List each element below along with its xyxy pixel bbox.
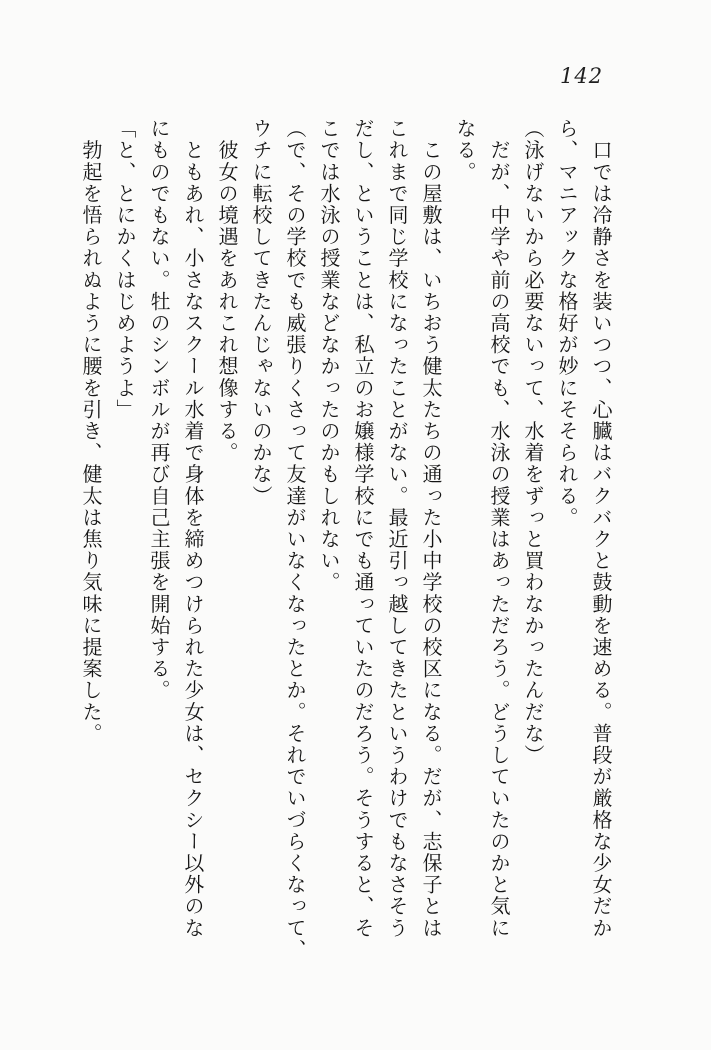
text-line: 口では冷静さを装いつつ、心臓はバクバクと鼓動を速める。普段が厳格な少女だか bbox=[589, 118, 611, 939]
text-line: 「と、とにかくはじめようよ」 bbox=[113, 118, 135, 421]
text-line: なる。 bbox=[453, 118, 475, 183]
text-line: 彼女の境遇をあれこれ想像する。 bbox=[215, 118, 237, 464]
page-number: 142 bbox=[560, 64, 604, 88]
text-line: だが、中学や前の高校でも、水泳の授業はあっただろう。どうしていたのかと気に bbox=[487, 118, 509, 939]
text-line: ともあれ、小さなスクール水着で身体を締めつけられた少女は、セクシー以外のな bbox=[181, 118, 203, 939]
text-block bbox=[73, 118, 617, 961]
text-line: （泳げないから必要ないって、水着をずっと買わなかったんだな） bbox=[521, 118, 543, 766]
text-line: （で、その学校でも威張りくさって友達がいなくなったとか。それでいづらくなって、 bbox=[283, 118, 305, 961]
text-line: ウチに転校してきたんじゃないのかな） bbox=[249, 118, 271, 507]
text-line: 勃起を悟られぬように腰を引き、健太は焦り気味に提案した。 bbox=[79, 118, 101, 745]
text-line: これまで同じ学校になったことがない。最近引っ越してきたというわけでもなさそう bbox=[385, 118, 407, 939]
text-line: だし、ということは、私立のお嬢様学校にでも通っていたのだろう。そうすると、そ bbox=[351, 118, 373, 939]
text-line: こでは水泳の授業などなかったのかもしれない。 bbox=[317, 118, 339, 594]
text-line: この屋敷は、いちおう健太たちの通った小中学校の校区になる。だが、志保子とは bbox=[419, 118, 441, 939]
text-line: ら、マニアックな格好が妙にそそられる。 bbox=[555, 118, 577, 529]
text-line: にものでもない。牡のシンボルが再び自己主張を開始する。 bbox=[147, 118, 169, 702]
